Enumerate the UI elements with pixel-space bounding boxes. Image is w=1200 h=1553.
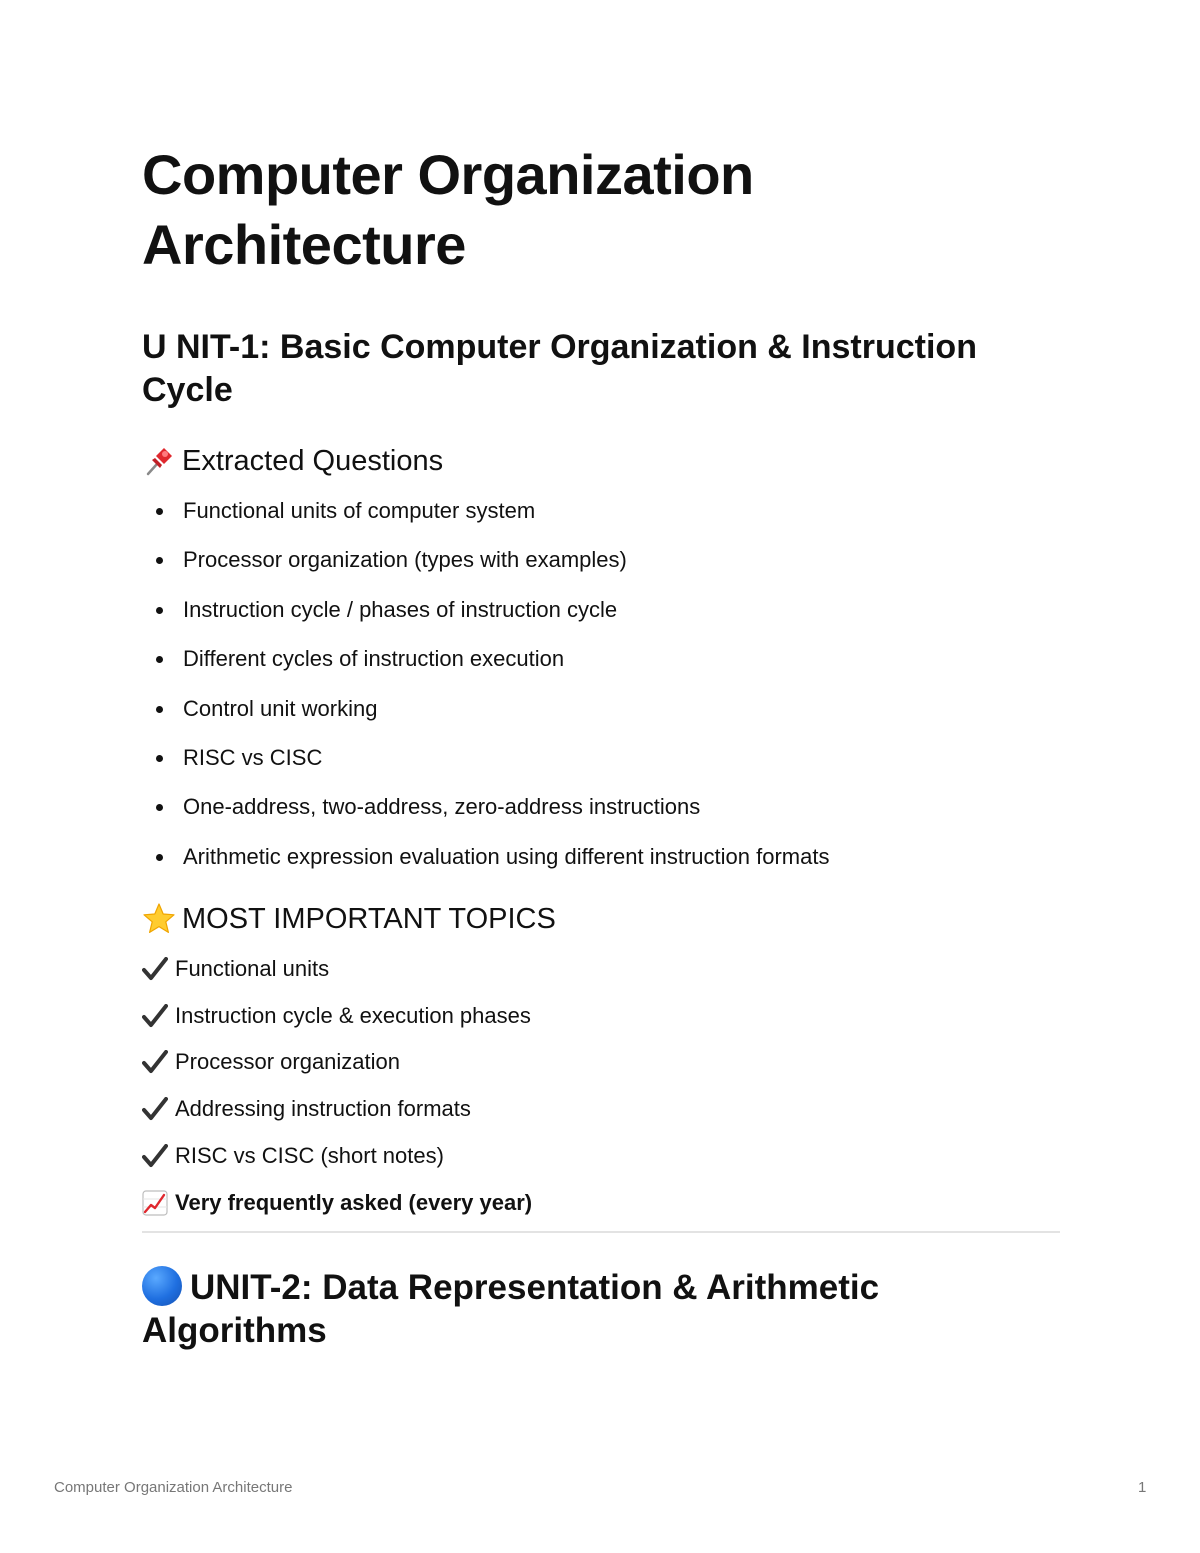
section-divider — [142, 1231, 1060, 1233]
frequency-note-label: Very frequently asked (every year) — [175, 1190, 533, 1215]
star-icon — [142, 902, 176, 936]
list-item: Functional units of computer system — [142, 488, 829, 537]
questions-list — [142, 488, 829, 883]
checkmark-icon — [142, 957, 168, 981]
unit2-heading — [142, 1266, 1060, 1352]
list-item — [142, 1086, 531, 1133]
unit1-heading: U NIT-1: Basic Computer Organization & Instruction Cycle — [142, 328, 977, 409]
extracted-questions-label: Extracted Questions — [182, 445, 444, 477]
list-item: Arithmetic expression evaluation using different instruction formats — [142, 834, 829, 883]
list-item — [142, 946, 531, 993]
most-important-topics-label: MOST IMPORTANT TOPICS — [182, 903, 556, 935]
topic-label: RISC vs CISC (short notes) — [175, 1142, 444, 1168]
chart-increasing-icon — [142, 1190, 168, 1216]
list-item: Processor organization (types with examples) — [142, 537, 829, 586]
topic-label: Processor organization — [175, 1049, 401, 1075]
topic-label: Functional units — [175, 956, 330, 982]
blue-circle-icon — [142, 1266, 182, 1306]
document-title: Computer Organization Architecture — [142, 143, 754, 276]
checkmark-icon — [142, 1004, 168, 1028]
page-number: 1 — [1138, 1479, 1147, 1496]
checkmark-icon — [142, 1097, 168, 1121]
list-item: Control unit working — [142, 686, 829, 735]
topics-list — [142, 946, 531, 1179]
list-item: One-address, two-address, zero-address instructions — [142, 784, 829, 833]
topic-label: Instruction cycle & execution phases — [175, 1002, 531, 1028]
pushpin-icon — [142, 444, 176, 478]
frequency-note — [142, 1185, 532, 1221]
most-important-topics-heading — [142, 901, 556, 937]
footer-title: Computer Organization Architecture — [54, 1479, 293, 1496]
list-item — [142, 1132, 531, 1179]
list-item: Instruction cycle / phases of instruction cycle — [142, 587, 829, 636]
extracted-questions-heading — [142, 443, 443, 479]
checkmark-icon — [142, 1144, 168, 1168]
list-item: Different cycles of instruction execution — [142, 636, 829, 685]
topic-label: Addressing instruction formats — [175, 1096, 471, 1122]
unit2-heading-label: UNIT-2: Data Representation & Arithmetic Algorithms — [142, 1268, 880, 1350]
list-item: RISC vs CISC — [142, 735, 829, 784]
list-item — [142, 993, 531, 1040]
list-item — [142, 1039, 531, 1086]
checkmark-icon — [142, 1050, 168, 1074]
